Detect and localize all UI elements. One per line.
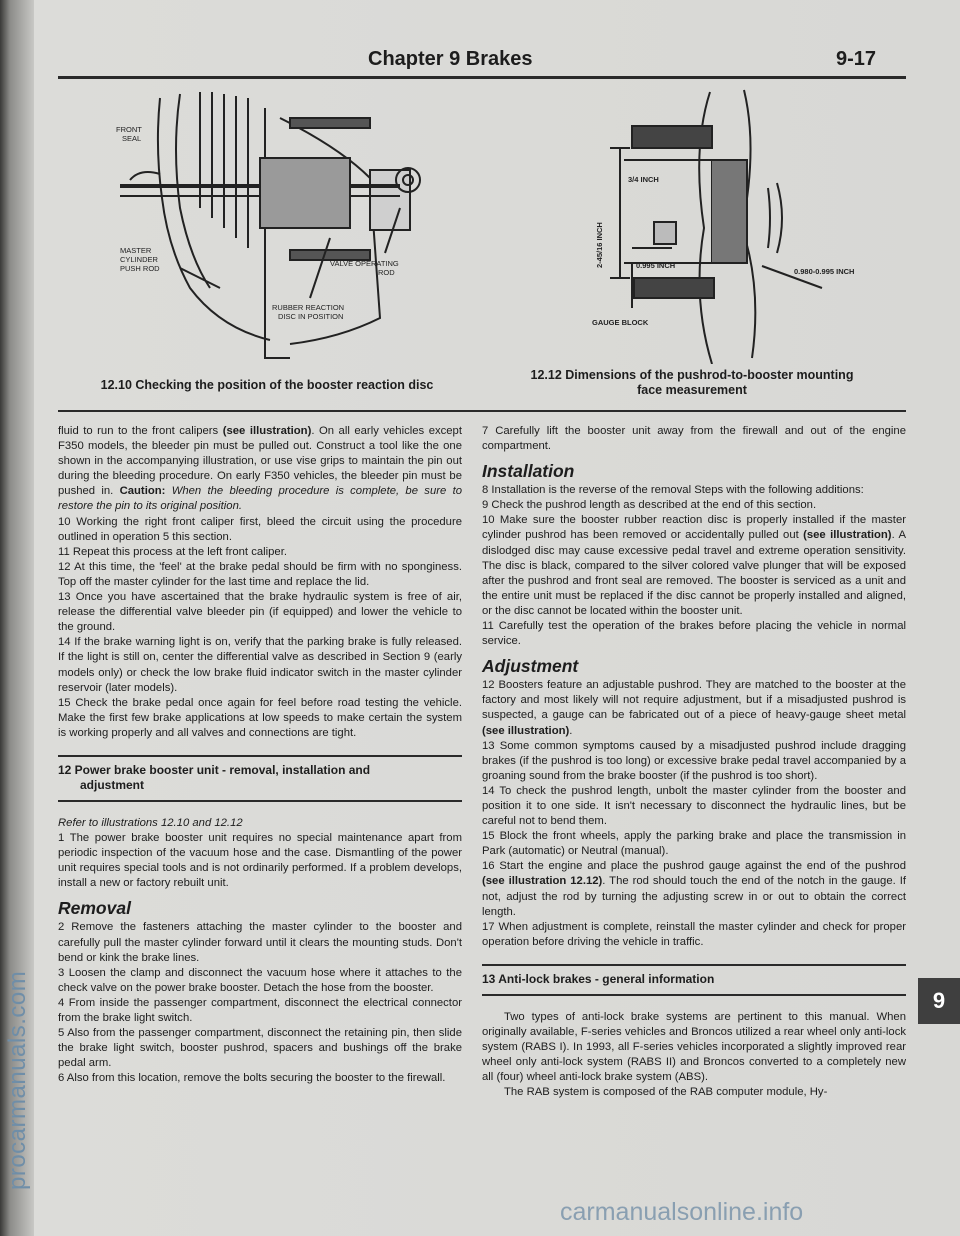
label-seal: SEAL (122, 134, 142, 143)
refer-note: Refer to illustrations 12.10 and 12.12 (58, 816, 243, 829)
left-column (58, 424, 462, 1086)
step-11: 11 Carefully test the operation of the brakes before placing the vehicle in normal service. (482, 620, 906, 648)
section-13-heading: 13 Anti-lock brakes - general information (482, 964, 906, 996)
abs-paragraph-1: Two types of anti-lock brake systems are pertinent to this manual. When originally available, F-series vehicles and Broncos utilized a rear wheel only anti-lock system (RABS I). In 1993, all F-series vehicles incorporated a slightly improved rear wheel only anti-lock system (RABS II) and Broncos converted to a completely new all (four) wheel anti-lock brake system (ABS). (482, 1010, 906, 1084)
paragraph-11: 11 Repeat this process at the left front caliper. (58, 545, 287, 558)
page-number: 9-17 (836, 48, 877, 70)
step-13: 13 Some common symptoms caused by a misadjusted pushrod include dragging brakes (if the pushrod is too long) or excessive brake pedal travel accompanied by a groaning sound from the brake booster (if the pushrod is too short). (482, 739, 906, 782)
removal-heading: Removal (58, 898, 131, 919)
step-1: 1 The power brake booster unit requires no special maintenance apart from periodic inspection of the vacuum hose and the case. Dismantling of the power unit requires special tools and is not ordinarily performed. If a problem develops, install a new or factory rebuilt unit. (58, 832, 462, 890)
step-7: 7 Carefully lift the booster unit away from the firewall and out of the engine compartment. (482, 425, 906, 453)
step-2: 2 Remove the fasteners attaching the master cylinder to the booster and carefully pull the master cylinder forward until it clears the mounting studs. Don't bend or kink the brake lines. (58, 921, 462, 964)
abs-paragraph-2: The RAB system is composed of the RAB computer module, Hy- (504, 1086, 828, 1099)
label-pushrod: PUSH ROD (120, 264, 160, 273)
step-10: 10 Make sure the booster rubber reaction disc is properly installed if the master cylinder pushrod has been removed or accidentally pulled out (see illustration). A dislodged disc may cause excessive pedal travel and extreme operation sensitivity. The disc is black, compared to the silver colored valve plunger that will be exposed after the pushrod and front seal are removed. The booster is serviced as a unit and the entire unit must be replaced if the disc cannot be properly installed and aligned, or the disc cannot be located within the booster unit. (482, 514, 906, 617)
side-watermark: procarmanuals.com (4, 970, 31, 1190)
label-rod: ROD (378, 268, 395, 277)
right-column (482, 424, 906, 1100)
step-15: 15 Block the front wheels, apply the parking brake and place the transmission in Park (automatic) or Neutral (manual). (482, 830, 906, 858)
step-16: 16 Start the engine and place the pushrod gauge against the end of the pushrod (see illustration 12.12). The rod should touch the end of the notch in the gauge. If not, adjust the rod by turning the adjusting screw in or out to obtain the correct length. (482, 860, 906, 918)
chapter-title: Chapter 9 Brakes (368, 48, 533, 70)
figure-caption-12-12 (482, 368, 902, 398)
figure-caption-12-10: 12.10 Checking the position of the booster reaction disc (100, 378, 434, 392)
label-front: FRONT (116, 125, 142, 134)
installation-heading: Installation (482, 461, 575, 482)
paragraph-9-continued: fluid to run to the front calipers (see illustration). On all early vehicles except F350 models, the bleeder pin must be pulled out. Construct a tool like the one shown in the accompanying illustration, or use vise grips to maintain the pin out during the bleeding procedure. On early F350 vehicles, the bleeder pin must be pushed in. Caution: When the bleeding procedure is complete, be sure to restore the pin to its original position. (58, 425, 462, 513)
step-12: 12 Boosters feature an adjustable pushrod. They are matched to the booster at the factory and most likely will not require adjustment, but if a misadjusted pushrod is suspected, a gauge can be fabricated out of a piece of heavy-gauge sheet metal (see illustration). (482, 679, 906, 737)
label-height: 2-45/16 INCH (595, 222, 604, 268)
label-master: MASTER (120, 246, 152, 255)
label-rubber: RUBBER REACTION (272, 303, 345, 312)
figure-rule (58, 410, 906, 412)
step-3: 3 Loosen the clamp and disconnect the vacuum hose where it attaches to the check valve on the power brake booster. Detach the hose from the booster. (58, 966, 462, 994)
bottom-watermark: carmanualsonline.info (560, 1198, 804, 1226)
paragraph-12: 12 At this time, the 'feel' at the brake pedal should be firm with no sponginess. Top off the master cylinder for the last time and replace the lid. (58, 560, 462, 588)
chapter-tab: 9 (918, 978, 960, 1024)
paragraph-13: 13 Once you have ascertained that the brake hydraulic system is free of air, release the differential valve bleeder pin (if equipped) and lower the vehicle to the ground. (58, 591, 462, 634)
step-14: 14 To check the pushrod length, unbolt the master cylinder from the booster and position it to one side. It isn't necessary to disconnect the hydraulic lines, but be careful not to bend them. (482, 784, 906, 828)
header-rule (58, 76, 906, 79)
step-17: 17 When adjustment is complete, reinstall the master cylinder and check for proper operation before driving the vehicle in traffic. (482, 920, 906, 948)
label-valve: VALVE OPERATING (330, 259, 399, 268)
label-range: 0.980-0.995 INCH (794, 267, 855, 276)
caption-line-1: 12.12 Dimensions of the pushrod-to-booster mounting (530, 368, 854, 382)
label-cylinder: CYLINDER (120, 255, 158, 264)
step-6: 6 Also from this location, remove the bolts securing the booster to the firewall. (58, 1072, 446, 1085)
paragraph-10: 10 Working the right front caliper first, bleed the circuit using the procedure outlined in operation 5 this section. (58, 515, 462, 543)
label-small-dimension: 0.995 INCH (636, 261, 676, 270)
step-4: 4 From inside the passenger compartment, disconnect the electrical connector from the brake light switch. (58, 996, 462, 1024)
label-gauge-block: GAUGE BLOCK (592, 318, 649, 327)
pushrod-gauge-figure (572, 88, 902, 364)
step-5: 5 Also from the passenger compartment, disconnect the retaining pin, then slide the brake light switch, booster pushrod, spacers and bushings off the brake pedal arm. (58, 1027, 462, 1070)
step-8: 8 Installation is the reverse of the removal Steps with the following additions: (482, 484, 864, 497)
step-9: 9 Check the pushrod length as described at the end of this section. (482, 499, 817, 512)
paragraph-14: 14 If the brake warning light is on, verify that the parking brake is fully released. If the light is still on, center the differential valve as described in Section 9 (early models only) or check the low brake fluid indicator switch in the master cylinder reservoir (later models). (58, 636, 462, 694)
label-disc: DISC IN POSITION (278, 312, 344, 321)
paragraph-15: 15 Check the brake pedal once again for feel before road testing the vehicle. Make the first few brake applications at low speeds to make certain the system is working properly and all valves and connections are tight. (58, 696, 462, 739)
booster-reaction-disc-figure (100, 88, 460, 372)
adjustment-heading: Adjustment (482, 656, 579, 677)
section-12-heading: 12 Power brake booster unit - removal, installation and adjustment (58, 755, 462, 802)
caption-line-2: face measurement (637, 383, 747, 397)
label-three-quarter: 3/4 INCH (628, 175, 659, 184)
